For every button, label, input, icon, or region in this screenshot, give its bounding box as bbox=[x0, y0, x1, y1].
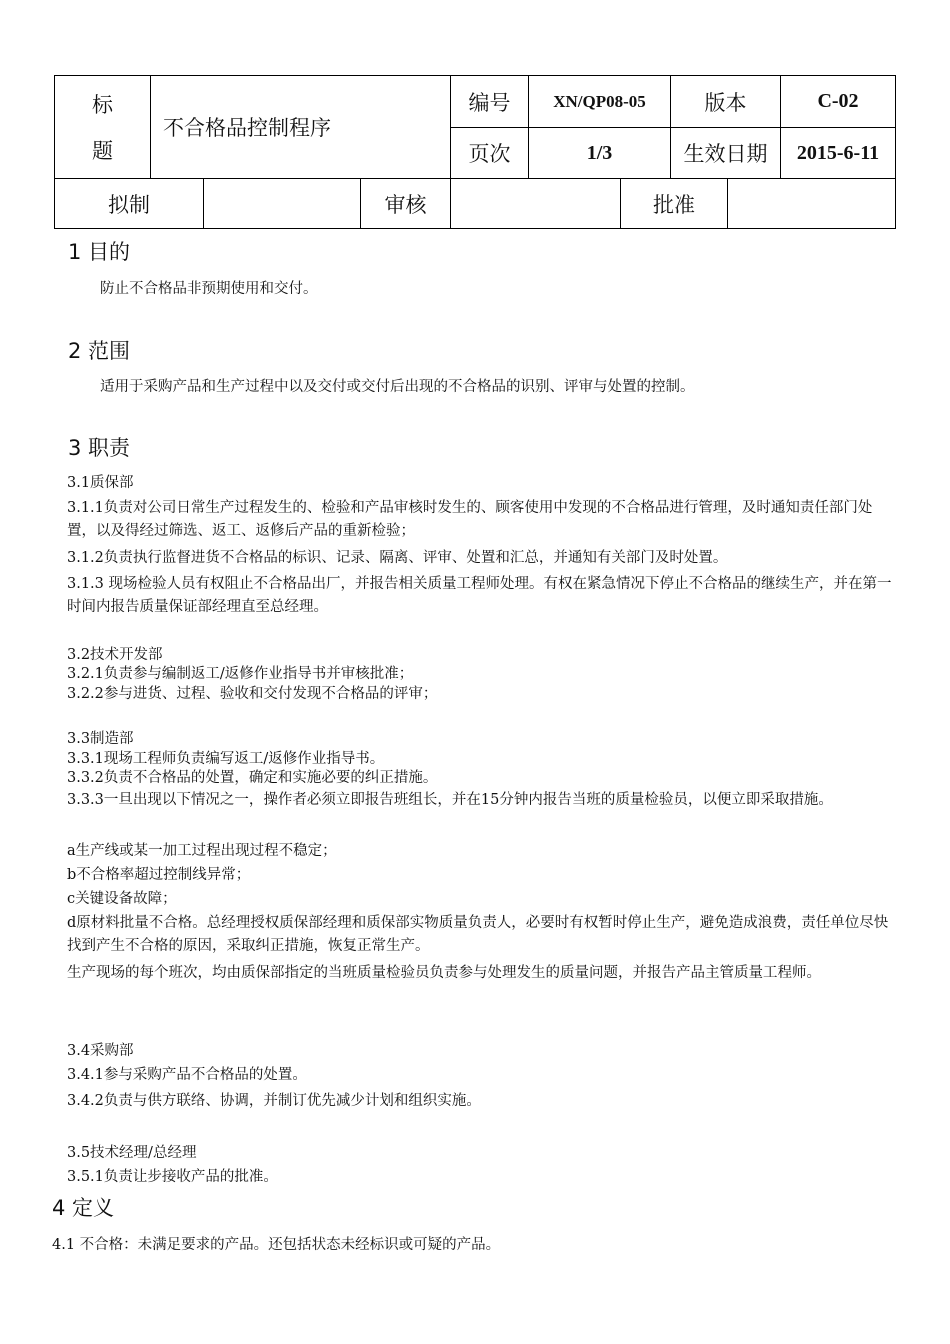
item-3-3-3: 3.3.3一旦出现以下情况之一，操作者必须立即报告班组长，并在15分钟内报告当班的质量检验员，以便立即采取措施。 bbox=[67, 792, 833, 808]
subsection-3-2: 3.2技术开发部 bbox=[67, 647, 163, 663]
drafted-value bbox=[203, 178, 361, 229]
item-3-2-2: 3.2.2参与进货、过程、验收和交付发现不合格品的评审； bbox=[67, 686, 438, 702]
item-3-3-3-e: 生产现场的每个班次，均由质保部指定的当班质量检验员负责参与处理发生的质量问题，并报告产品主管质量工程师。 bbox=[67, 965, 821, 981]
item-3-3-3-a: a生产线或某一加工过程出现过程不稳定； bbox=[67, 843, 337, 859]
title-value-cell bbox=[150, 75, 451, 179]
item-3-3-2: 3.3.2负责不合格品的处置，确定和实施必要的纠正措施。 bbox=[67, 770, 438, 786]
item-4-1: 4.1 不合格：未满足要求的产品。还包括状态未经标识或可疑的产品。 bbox=[52, 1237, 501, 1253]
item-3-4-2: 3.4.2负责与供方联络、协调，并制订优先减少计划和组织实施。 bbox=[67, 1093, 481, 1109]
item-3-3-3-b: b不合格率超过控制线异常； bbox=[67, 867, 251, 883]
approved-label: 批准 bbox=[620, 178, 728, 229]
approved-value bbox=[727, 178, 896, 229]
version-label: 版本 bbox=[670, 75, 781, 128]
drafted-label: 拟制 bbox=[54, 178, 204, 229]
item-3-1-1: 3.1.1负责对公司日常生产过程发生的、检验和产品审核时发生的、顾客使用中发现的不合格品进行管理，及时通知责任部门处置，以及得经过筛选、返工、返修后产品的重新检验； bbox=[67, 500, 873, 539]
title-label-2: 题 bbox=[92, 139, 113, 163]
document-title: 不合格品控制程序 bbox=[163, 116, 331, 140]
subsection-3-1: 3.1质保部 bbox=[67, 475, 134, 491]
section-1-heading: 1 目的 bbox=[68, 240, 131, 264]
page-value: 1/3 bbox=[528, 127, 671, 179]
item-3-3-1: 3.3.1现场工程师负责编写返工/返修作业指导书。 bbox=[67, 751, 385, 767]
item-3-1-2: 3.1.2负责执行监督进货不合格品的标识、记录、隔离、评审、处置和汇总，并通知有关部门及时处置。 bbox=[67, 550, 728, 566]
section-2-heading: 2 范围 bbox=[68, 339, 131, 363]
reviewed-value bbox=[450, 178, 621, 229]
subsection-3-3: 3.3制造部 bbox=[67, 731, 134, 747]
subsection-3-5: 3.5技术经理/总经理 bbox=[67, 1145, 197, 1161]
version-value: C-02 bbox=[780, 75, 896, 128]
reviewed-label: 审核 bbox=[360, 178, 451, 229]
document-number: XN/QP08-05 bbox=[528, 75, 671, 128]
section-1-text: 防止不合格品非预期使用和交付。 bbox=[100, 281, 318, 297]
item-3-1-3: 3.1.3 现场检验人员有权阻止不合格品出厂，并报告相关质量工程师处理。有权在紧急情况下停止不合格品的继续生产，并在第一时间内报告质量保证部经理直至总经理。 bbox=[67, 576, 892, 615]
subsection-3-4: 3.4采购部 bbox=[67, 1043, 134, 1059]
date-label: 生效日期 bbox=[670, 127, 781, 179]
title-label-1: 标 bbox=[92, 93, 113, 117]
page-label: 页次 bbox=[450, 127, 529, 179]
title-label-cell bbox=[54, 75, 151, 179]
item-3-4-1: 3.4.1参与采购产品不合格品的处置。 bbox=[67, 1067, 307, 1083]
section-4-heading: 4 定义 bbox=[52, 1196, 115, 1220]
number-label: 编号 bbox=[450, 75, 529, 128]
item-3-2-1: 3.2.1负责参与编制返工/返修作业指导书并审核批准； bbox=[67, 666, 414, 682]
section-3-heading: 3 职责 bbox=[68, 436, 131, 460]
section-2-text: 适用于采购产品和生产过程中以及交付或交付后出现的不合格品的识别、评审与处置的控制。 bbox=[100, 379, 695, 395]
item-3-5-1: 3.5.1负责让步接收产品的批准。 bbox=[67, 1169, 278, 1185]
item-3-3-3-c: c关键设备故障； bbox=[67, 891, 177, 907]
item-3-3-3-d: d原材料批量不合格。总经理授权质保部经理和质保部实物质量负责人，必要时有权暂时停止生产，避免造成浪费，责任单位尽快找到产生不合格的原因，采取纠正措施，恢复正常生产。 bbox=[67, 915, 889, 954]
document-header-table bbox=[54, 75, 896, 229]
effective-date: 2015-6-11 bbox=[780, 127, 896, 179]
